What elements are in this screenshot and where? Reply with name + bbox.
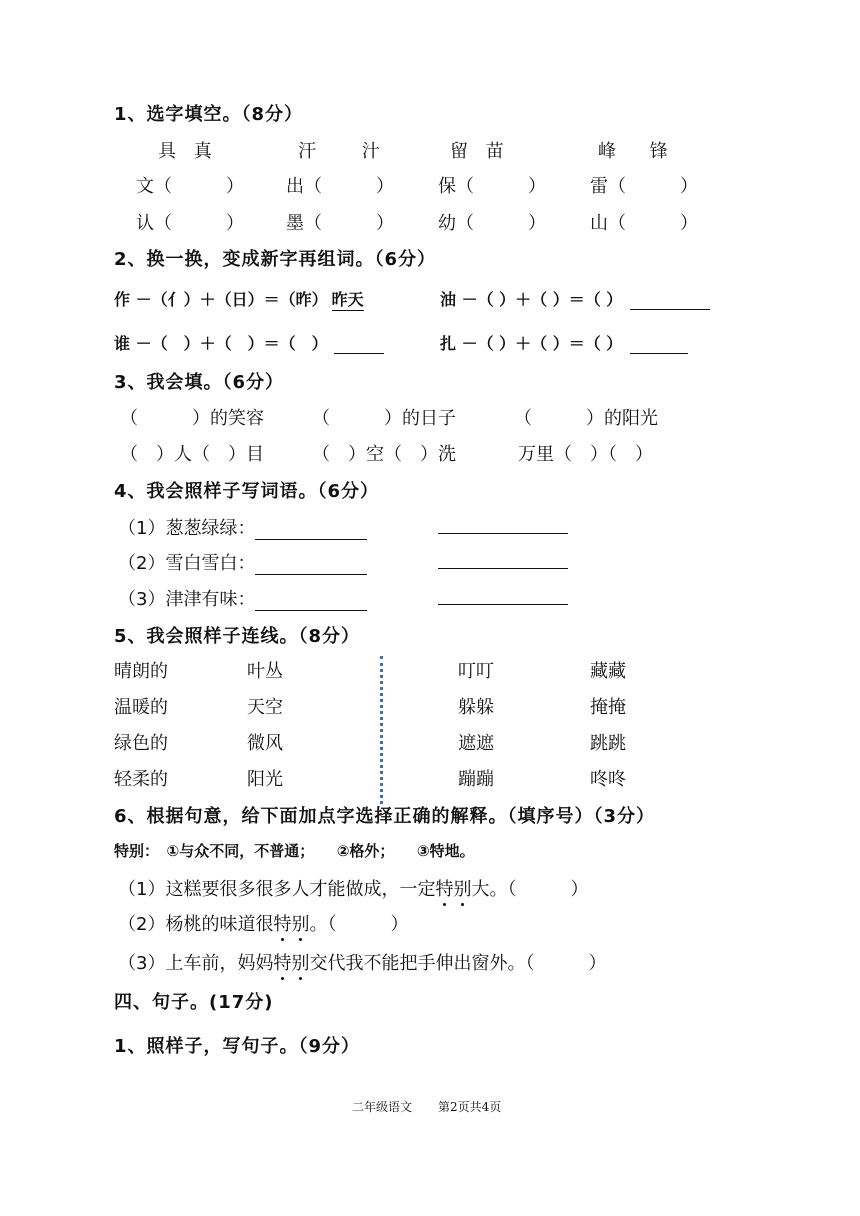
q4-item-label: （1）葱葱绿绿： [118,518,256,539]
dotted-char: 特 [273,914,292,935]
q2-item [114,331,384,354]
q3-item: （ ）空（ ）洗 [312,444,456,465]
match-item: 晴朗的 [114,661,168,682]
q6-sentence-1 [118,875,588,901]
match-item: 叮叮 [458,661,494,682]
sentence-text: 交代我不能把手伸出窗外。（ ） [309,953,607,974]
footer [352,1098,501,1115]
q2-item-formula: 谁 －（ ）＋（ ）＝（ ） [114,334,328,353]
q2-title: 2、换一换，变成新字再组词。（6分） [114,249,437,270]
match-item: 温暖的 [114,697,168,718]
answer-line [255,589,367,611]
q1-pair-1: 具 真 [158,141,218,162]
match-item: 阳光 [247,769,283,790]
answer-line [438,514,568,534]
dotted-char: 特 [435,879,454,900]
match-item: 叶丛 [247,661,283,682]
section-4-q1-title: 1、照样子，写句子。（9分） [114,1036,361,1057]
match-item: 跳跳 [590,733,626,754]
q3-title: 3、我会填。（6分） [114,372,285,393]
dotted-char: 别 [291,953,310,974]
q3-item: （ ）的日子 [312,408,456,429]
answer-line [630,334,688,354]
q6-options: 特别： ①与众不同，不普通； ②格外； ③特地。 [114,842,475,860]
answer-line [255,553,367,575]
answer-line [630,290,710,310]
q2-item [440,331,688,354]
sentence-text: （2）杨桃的味道很 [118,914,274,935]
answer-line [255,518,367,540]
q5-title: 5、我会照样子连线。（8分） [114,626,361,647]
sentence-text: （1）这糕要很多很多人才能做成，一定 [118,879,436,900]
match-item: 绿色的 [114,733,168,754]
match-item: 掩掩 [590,697,626,718]
footer-page-number: 第2页共4页 [438,1100,502,1114]
sentence-text: （3）上车前，妈妈 [118,953,274,974]
q2-example-word: 昨天 [332,287,364,311]
q1-blank: 雷（ ） [590,176,698,197]
dotted-char: 别 [453,879,472,900]
q6-title: 6、根据句意，给下面加点字选择正确的解释。（填序号）（3分） [114,806,656,827]
q1-blank: 山（ ） [590,213,698,234]
q6-sentence-2 [118,910,408,936]
q3-item: （ ）的阳光 [514,408,658,429]
footer-subject: 二年级语文 [352,1100,413,1114]
q6-sentence-3 [118,949,606,975]
q2-item [440,287,710,310]
dotted-char: 特 [273,953,292,974]
q4-title: 4、我会照样子写词语。（6分） [114,481,380,502]
q2-example [114,287,364,311]
match-item: 咚咚 [590,769,626,790]
q1-blank: 认（ ） [136,213,244,234]
q2-example-formula: 作 －（亻）＋（日）＝（昨） [114,290,328,309]
answer-line [334,334,384,354]
q3-item: （ ）的笑容 [120,408,264,429]
q1-pair-3: 留 苗 [450,141,510,162]
q4-item-label: （2）雪白雪白： [118,553,256,574]
q1-blank: 墨（ ） [286,213,394,234]
q3-item: （ ）人（ ）目 [120,444,264,465]
match-item: 藏藏 [590,661,626,682]
q4-item [118,585,367,611]
q3-item: 万里（ ）（ ） [518,444,653,465]
q4-item [118,549,367,575]
q1-pair-2: 汗 汁 [298,141,400,162]
answer-line [438,549,568,569]
q2-item-formula: 油 －（ ）＋（ ）＝（ ） [440,290,623,309]
q2-item-formula: 扎 －（ ）＋（ ）＝（ ） [440,334,623,353]
match-item: 遮遮 [458,733,494,754]
q1-blank: 幼（ ） [438,213,546,234]
sentence-text: 。（ ） [309,914,409,935]
q1-blank: 文（ ） [136,176,244,197]
q1-blank: 出（ ） [286,176,394,197]
match-item: 蹦蹦 [458,769,494,790]
match-item: 躲躲 [458,697,494,718]
q1-blank: 保（ ） [438,176,546,197]
q1-pair-4: 峰 锋 [598,141,682,162]
sentence-text: 大。（ ） [471,879,589,900]
section-4-title: 四、句子。(17分) [114,992,274,1013]
divider-dotted-line [380,656,383,804]
q4-item-label: （3）津津有味： [118,589,256,610]
q4-item [118,514,367,540]
answer-line [438,585,568,605]
match-item: 微风 [247,733,283,754]
match-item: 轻柔的 [114,769,168,790]
dotted-char: 别 [291,914,310,935]
q1-title: 1、选字填空。（8分） [114,104,304,125]
match-item: 天空 [247,697,283,718]
